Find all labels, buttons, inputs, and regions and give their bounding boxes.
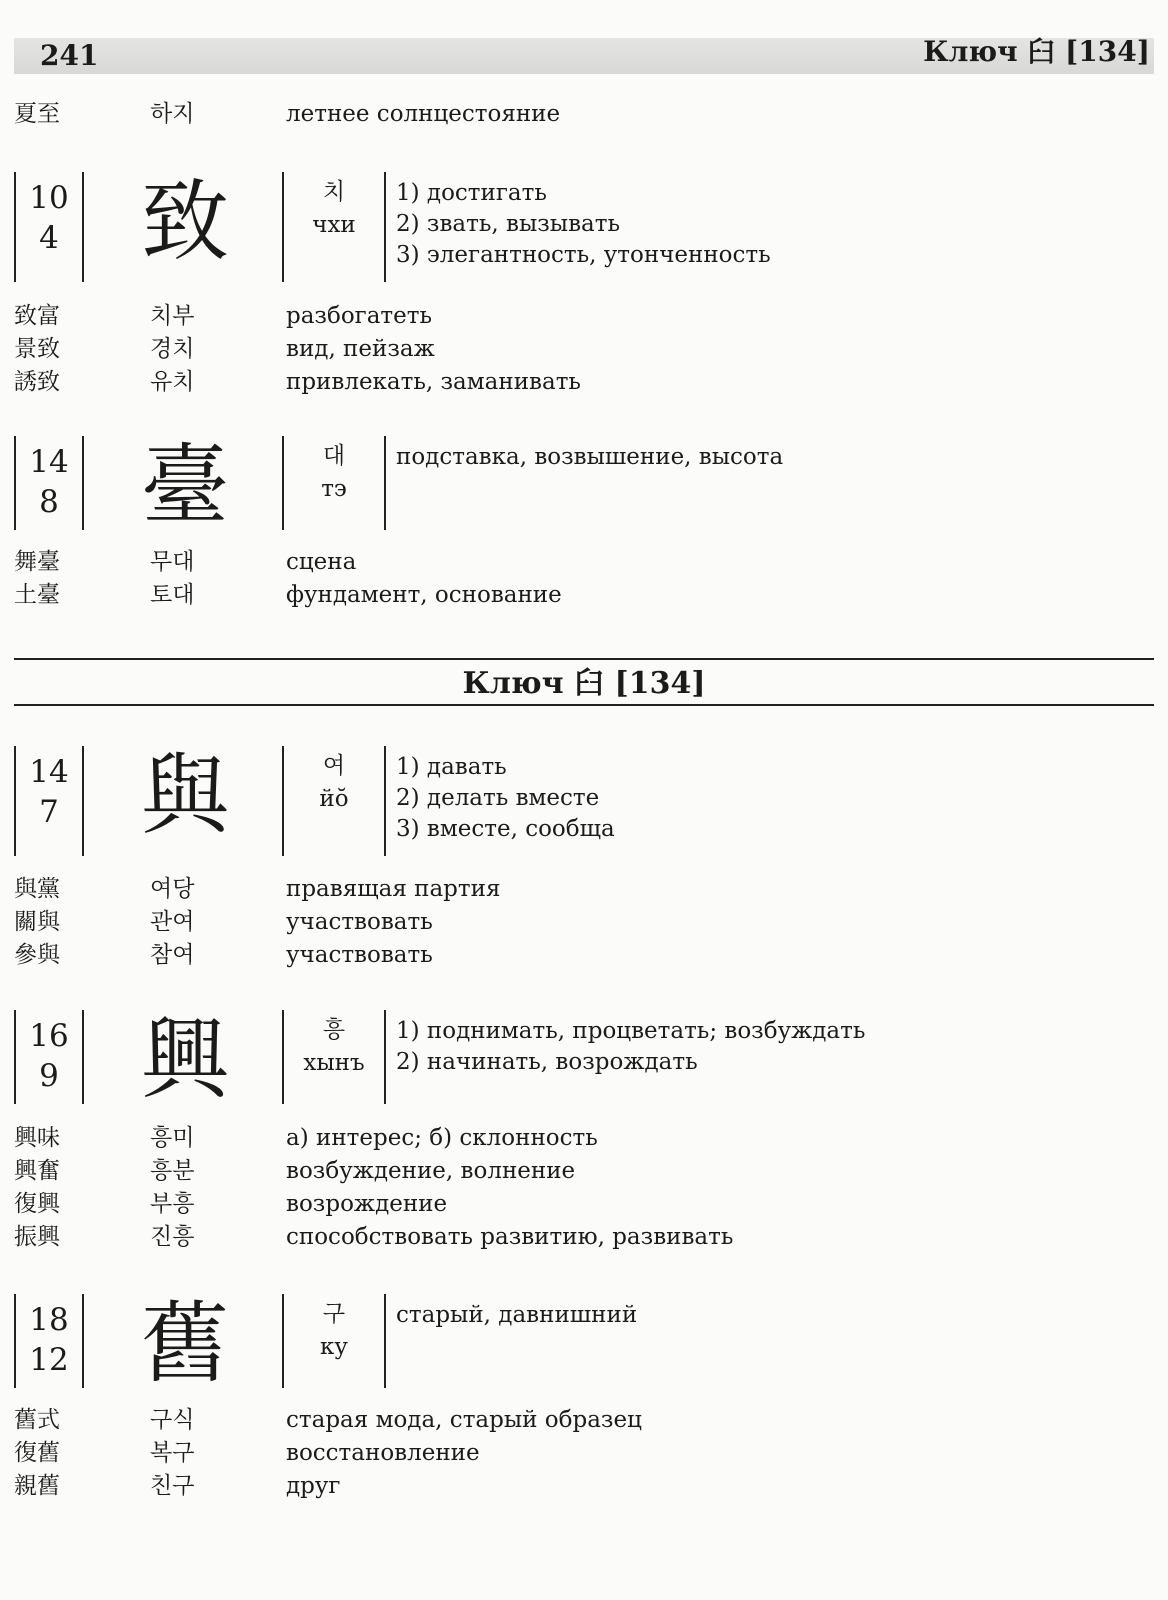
sense-list (396, 172, 1136, 271)
compound-hanja: 致富 (14, 303, 60, 329)
reading-cyrillic: чхи (312, 212, 356, 238)
reading-box (282, 1294, 386, 1388)
compound-row (0, 1404, 1168, 1437)
compound-meaning: возрождение (286, 1191, 448, 1217)
compound-row (0, 873, 1168, 906)
headword-character: 臺 (140, 434, 229, 537)
sense: 2) звать, вызывать (396, 211, 621, 237)
stroke-total: 10 (29, 180, 69, 216)
stroke-total: 16 (29, 1018, 69, 1054)
compound-hanja: 舊式 (14, 1407, 60, 1433)
sense: старый, давнишний (396, 1302, 638, 1328)
stroke-count (14, 436, 84, 530)
stroke-extra: 12 (29, 1342, 69, 1378)
headword-character: 興 (140, 1008, 229, 1111)
running-title: Ключ 臼 [134] (923, 35, 1150, 68)
character-entry (14, 172, 1154, 282)
stroke-count (14, 1010, 84, 1104)
sense-list (396, 1010, 1136, 1078)
reading-box (282, 746, 386, 856)
sense: 1) давать (396, 754, 507, 780)
compound-hangul: 토대 (150, 582, 195, 608)
compound-hangul: 흥미 (150, 1125, 195, 1151)
reading-korean: 대 (322, 443, 346, 469)
reading-box (282, 436, 386, 530)
character-entry (14, 434, 1154, 537)
stroke-total: 14 (29, 444, 69, 480)
sense-list (396, 436, 1136, 473)
reading-korean: 구 (322, 1301, 346, 1327)
compound-meaning: правящая партия (286, 876, 501, 902)
compound-list (0, 300, 1168, 399)
compound-list (0, 546, 1168, 612)
compound-row (0, 906, 1168, 939)
compound-hanja: 舞臺 (14, 549, 60, 575)
sense: 3) вместе, сообща (396, 816, 615, 842)
reading-box (282, 1010, 386, 1104)
compound-meaning: участвовать (286, 909, 433, 935)
compound-row (0, 1221, 1168, 1254)
compound-hanja: 興味 (14, 1125, 60, 1151)
compound-hangul: 친구 (150, 1473, 195, 1499)
compound-meaning: а) интерес; б) склонность (286, 1125, 598, 1151)
section-heading: Ключ 臼 [134] (462, 666, 706, 701)
compound-row (0, 1437, 1168, 1470)
compound-hangul: 참여 (150, 942, 195, 968)
stroke-count (14, 1294, 84, 1388)
compound-hanja: 參與 (14, 942, 60, 968)
compound-hanja: 與黨 (14, 876, 60, 902)
reading-cyrillic: тэ (321, 476, 347, 502)
compound-hangul: 치부 (150, 303, 195, 329)
compound-hangul: 여당 (150, 876, 195, 902)
stroke-extra: 4 (39, 220, 59, 256)
compound-hanja: 誘致 (14, 369, 60, 395)
compound-meaning: вид, пейзаж (286, 336, 435, 362)
compound-hangul: 유치 (150, 369, 195, 395)
compound-list (0, 1122, 1168, 1254)
compound-row (0, 333, 1168, 366)
top-compound-list (0, 98, 1168, 131)
stroke-total: 14 (29, 754, 69, 790)
compound-hangul: 무대 (150, 549, 195, 575)
compound-row (0, 98, 1168, 131)
reading-korean: 치 (322, 179, 346, 205)
page-number: 241 (40, 39, 99, 72)
sense: 1) достигать (396, 180, 547, 206)
compound-hanja: 夏至 (14, 101, 60, 127)
reading-box (282, 172, 386, 282)
compound-hangul: 하지 (150, 101, 195, 127)
compound-row (0, 546, 1168, 579)
compound-hanja: 興奮 (14, 1158, 60, 1184)
character-entry (14, 746, 1154, 856)
compound-hangul: 진흥 (150, 1224, 195, 1250)
compound-hanja: 振興 (14, 1224, 60, 1250)
sense: 1) поднимать, процветать; возбуждать (396, 1018, 866, 1044)
compound-list (0, 1404, 1168, 1503)
sense: 2) начинать, возрождать (396, 1049, 698, 1075)
reading-cyrillic: хынъ (303, 1050, 365, 1076)
compound-hanja: 親舊 (14, 1473, 60, 1499)
sense-list (396, 1294, 1136, 1331)
reading-korean: 여 (322, 753, 346, 779)
compound-row (0, 1122, 1168, 1155)
stroke-total: 18 (29, 1302, 69, 1338)
compound-hanja: 土臺 (14, 582, 60, 608)
sense: 3) элегантность, утонченность (396, 242, 771, 268)
compound-meaning: друг (286, 1473, 341, 1499)
compound-row (0, 300, 1168, 333)
headword-character: 舊 (140, 1292, 229, 1395)
compound-hanja: 關與 (14, 909, 60, 935)
compound-meaning: старая мода, старый образец (286, 1407, 642, 1433)
headword-character: 與 (140, 744, 229, 847)
compound-hanja: 景致 (14, 336, 60, 362)
compound-row (0, 579, 1168, 612)
stroke-extra: 9 (39, 1058, 59, 1094)
character-entry (14, 1292, 1154, 1395)
sense-list (396, 746, 1136, 845)
stroke-count (14, 172, 84, 282)
compound-meaning: восстановление (286, 1440, 480, 1466)
sense: 2) делать вместе (396, 785, 600, 811)
compound-meaning: летнее солнцестояние (286, 101, 561, 127)
compound-row (0, 366, 1168, 399)
compound-hanja: 復興 (14, 1191, 60, 1217)
compound-hangul: 복구 (150, 1440, 195, 1466)
compound-row (0, 1155, 1168, 1188)
compound-row (0, 1470, 1168, 1503)
reading-cyrillic: йо̆ (319, 786, 349, 812)
stroke-count (14, 746, 84, 856)
compound-hanja: 復舊 (14, 1440, 60, 1466)
headword-character: 致 (140, 170, 229, 273)
compound-meaning: способствовать развитию, развивать (286, 1224, 734, 1250)
stroke-extra: 7 (39, 794, 59, 830)
sense: подставка, возвышение, высота (396, 444, 784, 470)
compound-row (0, 939, 1168, 972)
stroke-extra: 8 (39, 484, 59, 520)
compound-hangul: 부흥 (150, 1191, 195, 1217)
character-entry (14, 1008, 1154, 1111)
compound-row (0, 1188, 1168, 1221)
compound-hangul: 구식 (150, 1407, 195, 1433)
compound-meaning: участвовать (286, 942, 433, 968)
compound-list (0, 873, 1168, 972)
section-rule-bottom (14, 704, 1154, 706)
compound-meaning: возбуждение, волнение (286, 1158, 576, 1184)
compound-meaning: сцена (286, 549, 357, 575)
compound-meaning: привлекать, заманивать (286, 369, 581, 395)
compound-hangul: 관여 (150, 909, 195, 935)
section-rule-top (14, 658, 1154, 660)
compound-hangul: 경치 (150, 336, 195, 362)
reading-cyrillic: ку (320, 1334, 348, 1360)
compound-hangul: 흥분 (150, 1158, 195, 1184)
reading-korean: 흥 (322, 1017, 346, 1043)
compound-meaning: разбогатеть (286, 303, 433, 329)
compound-meaning: фундамент, основание (286, 582, 562, 608)
